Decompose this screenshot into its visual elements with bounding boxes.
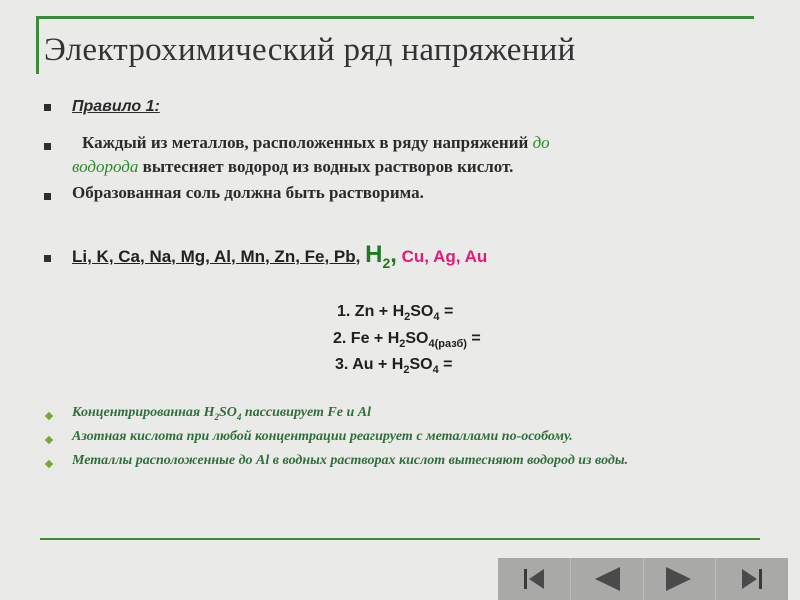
rule-label: Правило 1: bbox=[72, 98, 160, 115]
last-slide-button[interactable] bbox=[716, 558, 788, 600]
bullet-icon bbox=[44, 255, 51, 262]
bullet-icon bbox=[44, 193, 51, 200]
next-slide-button[interactable] bbox=[644, 558, 717, 600]
solubility-text: Образованная соль должна быть растворима. bbox=[72, 183, 424, 202]
bottom-rule bbox=[40, 538, 760, 540]
metal-activity-series bbox=[72, 241, 487, 271]
rule-highlight-before: до bbox=[532, 133, 550, 152]
previous-slide-icon bbox=[590, 564, 624, 594]
previous-slide-button[interactable] bbox=[571, 558, 644, 600]
equation-2: 2. $Fe + H_2SO_{4(разб)}$ = bbox=[333, 330, 481, 351]
hydrogen-letter: H bbox=[365, 241, 383, 268]
equation-1: 1. $Zn + H_2SO_4$ = bbox=[337, 303, 454, 324]
hydrogen-comma: , bbox=[390, 241, 397, 268]
hydrogen-symbol bbox=[365, 241, 397, 271]
first-slide-button[interactable] bbox=[498, 558, 571, 600]
diamond-bullet-icon bbox=[45, 436, 53, 444]
separator: , bbox=[355, 247, 366, 266]
rule-text-part: вытесняет водород из водных растворов кислот. bbox=[138, 157, 514, 176]
diamond-bullet-icon bbox=[45, 412, 53, 420]
noble-metals: Cu, Ag, Au bbox=[396, 247, 488, 266]
rule-text-line2 bbox=[72, 157, 513, 177]
diamond-bullet-icon bbox=[45, 460, 53, 468]
slide-navigation-bar bbox=[498, 558, 788, 600]
equation-3: 3. $Au + H_2SO_4$ = bbox=[335, 356, 453, 377]
title-top-rule bbox=[36, 16, 754, 19]
hydrogen-subscript: 2 bbox=[382, 254, 391, 271]
note-water-displacement: Металлы расположенные до Al в водных растворах кислот вытесняют водород из воды. bbox=[72, 453, 629, 468]
bullet-icon bbox=[44, 143, 51, 150]
title-left-rule bbox=[36, 16, 39, 74]
rule-text-line1 bbox=[82, 133, 550, 153]
bullet-icon bbox=[44, 104, 51, 111]
rule-highlight-hydrogen: водорода bbox=[72, 157, 139, 176]
active-metals: Li, K, Ca, Na, Mg, Al, Mn, Zn, Fe, Pb bbox=[72, 247, 356, 266]
rule-text-part: Каждый из металлов, расположенных в ряду напряжений bbox=[82, 133, 533, 152]
slide-title: Электрохимический ряд напряжений bbox=[44, 32, 576, 68]
first-slide-icon bbox=[519, 564, 549, 594]
note-passivation: Концентрированная $H_2SO_4$ пассивирует Fe и Al bbox=[72, 405, 371, 422]
next-slide-icon bbox=[662, 564, 696, 594]
note-nitric-acid: Азотная кислота при любой концентрации реагирует с металлами по-особому. bbox=[72, 429, 573, 444]
last-slide-icon bbox=[737, 564, 767, 594]
